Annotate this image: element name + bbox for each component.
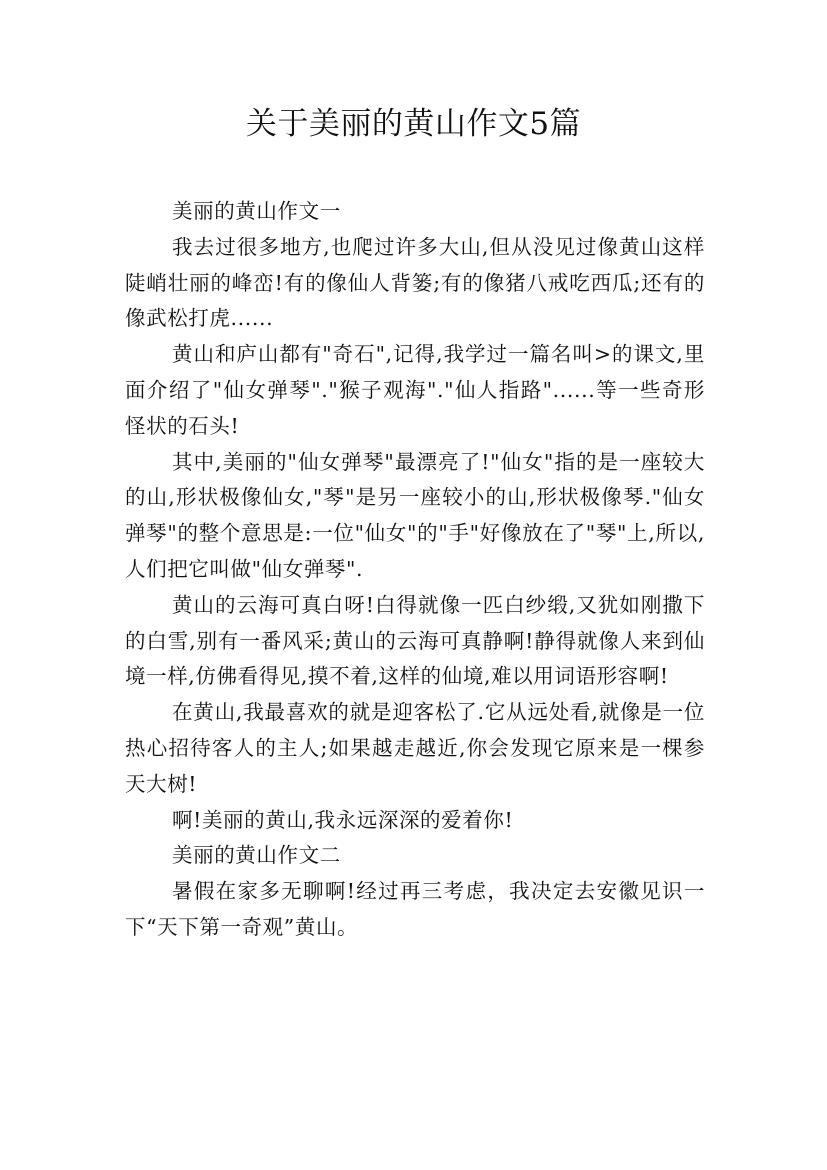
document-body	[125, 194, 705, 946]
section-heading-1: 美丽的黄山作文一	[172, 199, 341, 223]
paragraph: 黄山的云海可真白呀!白得就像一匹白纱缎,又犹如刚撒下的白雪,别有一番风采;黄山的云海可真静啊!静得就像人来到仙境一样,仿佛看得见,摸不着,这样的仙境,难以用词语形容啊!	[125, 592, 705, 689]
paragraph: 我去过很多地方,也爬过许多大山,但从没见过像黄山这样陡峭壮丽的峰峦!有的像仙人背篓;有的像猪八戒吃西瓜;还有的像武松打虎......	[125, 234, 705, 331]
paragraph: 黄山和庐山都有"奇石",记得,我学过一篇名叫>的课文,里面介绍了"仙女弹琴"."猴子观海"."仙人指路"......等一些奇形怪状的石头!	[125, 342, 705, 438]
paragraph: 啊!美丽的黄山,我永远深深的爱着你!	[172, 807, 514, 832]
paragraph: 在黄山,我最喜欢的就是迎客松了.它从远处看,就像是一位热心招待客人的主人;如果越走越近,你会发现它原来是一棵参天大树!	[125, 700, 705, 796]
paragraph: 其中,美丽的"仙女弹琴"最漂亮了!"仙女"指的是一座较大的山,形状极像仙女,"琴"是另一座较小的山,形状极像琴."仙女弹琴"的整个意思是:一位"仙女"的"手"好像放在了"琴"上,所以,人们把它叫做"仙女弹琴".	[125, 449, 705, 581]
document-title: 关于美丽的黄山作文5篇	[245, 106, 582, 142]
paragraph: 暑假在家多无聊啊!经过再三考虑，我决定去安徽见识一下“天下第一奇观”黄山。	[125, 879, 705, 939]
section-heading-2: 美丽的黄山作文二	[172, 843, 341, 868]
